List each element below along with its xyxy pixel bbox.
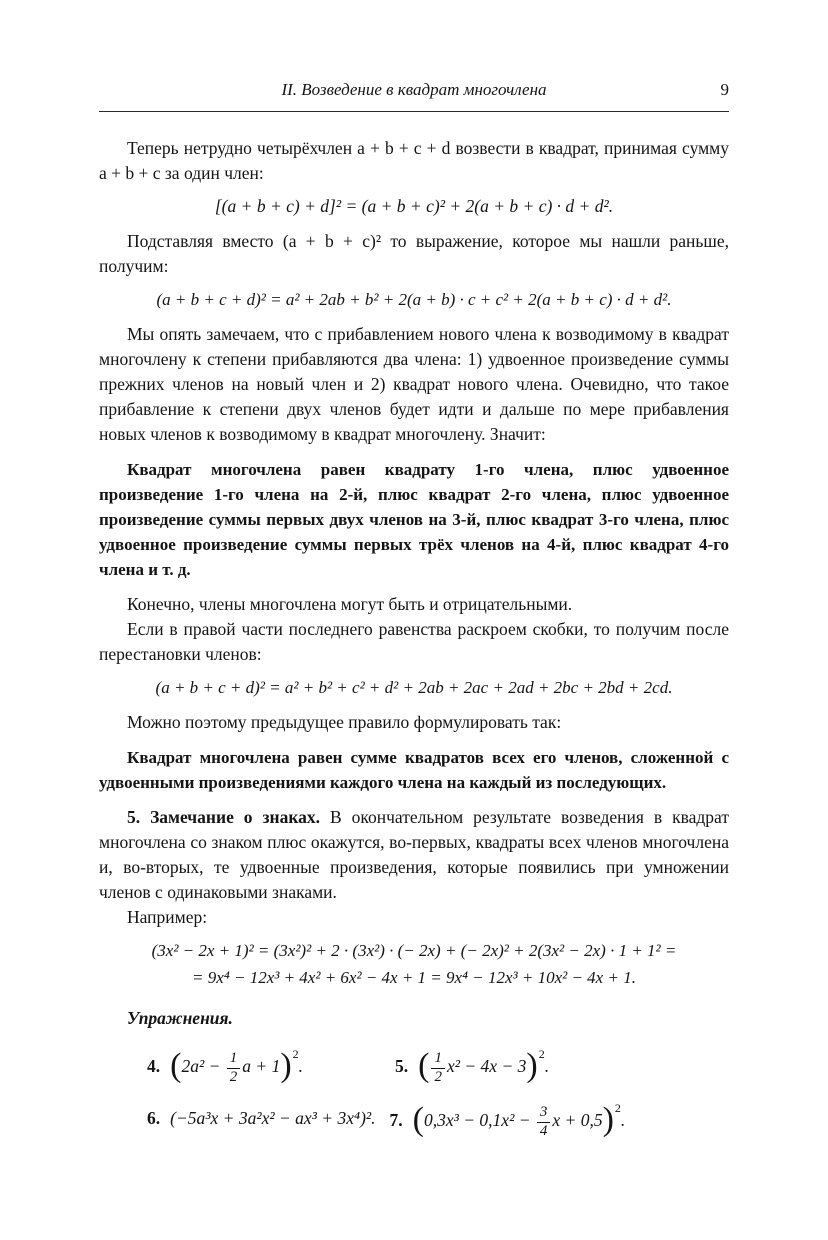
fraction-denominator: 2 xyxy=(229,1068,238,1085)
exercise-5-number: 5. xyxy=(395,1056,409,1077)
formula-sum-of-squares-and-products: (a + b + c + d)² = a² + b² + c² + d² + 2ab + 2ac + 2ad + 2bc + 2bd + 2cd. xyxy=(155,678,673,697)
section-5-paragraph xyxy=(99,805,729,905)
exercise-7-period: . xyxy=(620,1110,626,1131)
exercises-heading: Упражнения. xyxy=(127,1008,233,1028)
paragraph-intro: Теперь нетрудно четырёхчлен a + b + c + d возвести в квадрат, принимая сумму a + b + c за один член: xyxy=(99,138,729,183)
example-formula-line-2: = 9x⁴ − 12x³ + 4x² + 6x² − 4x + 1 = 9x⁴ − 12x³ + 10x² − 4x + 1. xyxy=(192,968,636,987)
paragraph-observation: Мы опять замечаем, что с прибавлением нового члена к возводимому в квадрат многочлену к степени прибавляются два члена: 1) удвоенное произведение суммы прежних членов на новый член и 2) квадрат нового члена. Очевидно, что такое прибавление к степени двух членов будет идти и дальше по мере прибавления новых членов к возводимому в квадрат многочлену. Значит: xyxy=(99,324,729,444)
exercise-7-pre: 0,3x³ − 0,1x² − xyxy=(423,1110,535,1131)
formula-square-of-grouped-sum: [(a + b + c) + d]² = (a + b + c)² + 2(a + b + c) · d + d². xyxy=(214,196,614,216)
fraction-numerator: 1 xyxy=(227,1050,241,1068)
exercise-5-exponent: 2 xyxy=(538,1047,545,1062)
exercise-7-post: x + 0,5 xyxy=(552,1110,603,1131)
exercise-7 xyxy=(390,1096,626,1140)
exercise-6-number: 6. xyxy=(147,1107,161,1128)
exercise-7-number: 7. xyxy=(389,1110,403,1131)
close-paren: ) xyxy=(602,1101,614,1139)
exercise-7-fraction xyxy=(537,1104,551,1140)
paragraph-restate-rule: Можно поэтому предыдущее правило формулировать так: xyxy=(127,712,562,732)
exercise-4-number: 4. xyxy=(147,1056,161,1077)
rule-square-of-polynomial: Квадрат многочлена равен квадрату 1-го члена, плюс удвоенное произведение 1-го члена на 2-й, плюс квадрат 2-го члена, плюс удвоенное произведение суммы первых двух членов на 3-й, плюс квадрат 3-го члена, плюс удвоенное произведение суммы первых трёх членов на 4-й, плюс квадрат 4-го члена и т. д. xyxy=(99,460,729,579)
section-5-text: В окончательном результате возведения в квадрат многочлена со знаком плюс окажутся, во-первых, квадраты всех членов многочлена и, во-вторых, те удвоенные произведения, которые появились при умножении членов с одинаковыми знаками. xyxy=(99,807,730,902)
exercise-4-pre: 2a² − xyxy=(181,1056,225,1077)
close-paren: ) xyxy=(526,1047,538,1085)
exercise-6-expression: (−5a³x + 3a²x² − ax³ + 3x⁴)². xyxy=(170,1107,376,1128)
exercise-row-1 xyxy=(99,1041,729,1087)
exercise-4-period: . xyxy=(298,1056,304,1077)
exercise-7-exponent: 2 xyxy=(614,1101,621,1116)
open-paren: ( xyxy=(170,1047,182,1085)
formula-expanded-four-terms: (a + b + c + d)² = a² + 2ab + b² + 2(a + b) · c + c² + 2(a + b + c) · d + d². xyxy=(156,290,672,309)
fraction-denominator: 4 xyxy=(539,1122,548,1139)
exercise-row-2 xyxy=(99,1095,729,1141)
running-header xyxy=(99,80,729,112)
paragraph-for-example: Например: xyxy=(127,907,208,927)
page-body xyxy=(99,136,729,1141)
fraction-numerator: 1 xyxy=(431,1050,445,1068)
exercise-4-post: a + 1 xyxy=(242,1056,281,1077)
fraction-numerator: 3 xyxy=(537,1104,551,1122)
exercise-4-fraction xyxy=(227,1050,241,1086)
example-formula-line-1: (3x² − 2x + 1)² = (3x²)² + 2 · (3x²) · (− 2x) + (− 2x)² + 2(3x² − 2x) · 1 + 1² = xyxy=(151,941,677,960)
rule-sum-of-squares: Квадрат многочлена равен сумме квадратов всех его членов, сложенной с удвоенными произведениями каждого члена на каждый из последующих. xyxy=(99,748,729,792)
open-paren: ( xyxy=(412,1101,424,1139)
paragraph-substitute: Подставляя вместо (a + b + c)² то выражение, которое мы нашли раньше, получим: xyxy=(99,231,729,276)
paragraph-open-brackets: Если в правой части последнего равенства раскроем скобки, то получим после перестановки членов: xyxy=(99,619,729,664)
page-number: 9 xyxy=(720,80,729,99)
exercise-4 xyxy=(147,1042,303,1086)
paragraph-negative-terms: Конечно, члены многочлена могут быть и отрицательными. xyxy=(127,594,573,614)
exercise-5 xyxy=(395,1042,549,1086)
exercise-4-exponent: 2 xyxy=(292,1047,299,1062)
open-paren: ( xyxy=(418,1047,430,1085)
exercise-5-fraction xyxy=(431,1050,445,1086)
close-paren: ) xyxy=(280,1047,292,1085)
chapter-title: II. Возведение в квадрат многочлена xyxy=(281,80,547,99)
exercise-5-post: x² − 4x − 3 xyxy=(446,1056,527,1077)
fraction-denominator: 2 xyxy=(434,1068,442,1085)
exercise-6 xyxy=(147,1106,376,1131)
section-5-heading: 5. Замечание о знаках. xyxy=(127,807,321,827)
exercise-5-period: . xyxy=(544,1056,550,1077)
